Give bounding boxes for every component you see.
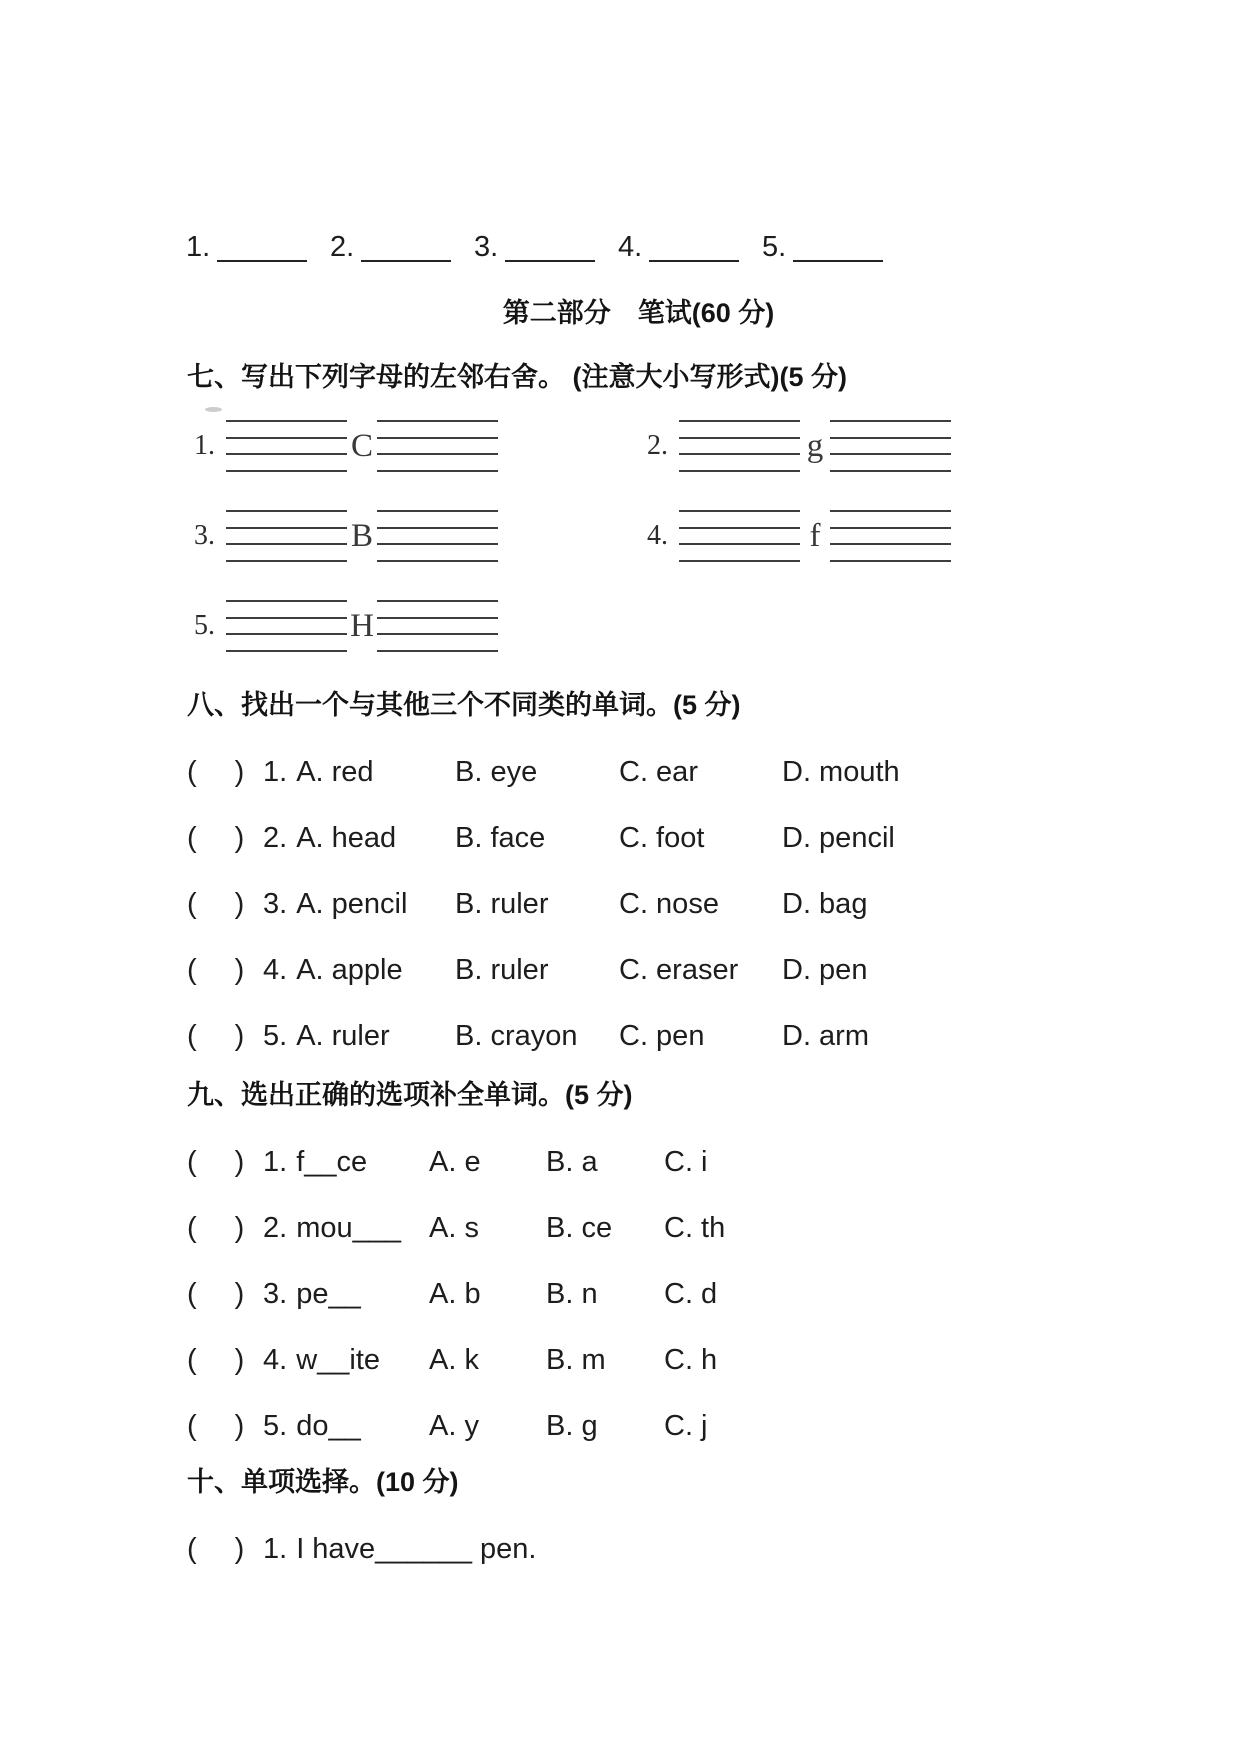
option-d: D. mouth (782, 756, 900, 788)
answer-bracket (187, 1021, 263, 1052)
option-a-text: A. apple (296, 954, 403, 986)
section10 (187, 1466, 1151, 1600)
option-c: C. h (664, 1344, 718, 1376)
question-number: 5. (263, 1020, 288, 1052)
option-a (263, 823, 455, 854)
option-d: D. pen (782, 954, 868, 986)
blank-number: 2. (330, 231, 355, 263)
answer-bracket (187, 1411, 263, 1442)
question-row (187, 955, 1151, 986)
option-c: C. foot (619, 822, 705, 854)
question-number: 1. (263, 756, 288, 788)
option-c: C. nose (619, 888, 719, 920)
option-c: C. i (664, 1146, 708, 1178)
answer-blank-item (762, 229, 906, 265)
blank-line (793, 260, 883, 262)
question-number: 2. (263, 822, 288, 854)
writing-grid (830, 420, 951, 472)
option-a (263, 1021, 455, 1052)
blank-number: 3. (474, 231, 499, 263)
question-row (187, 1534, 1151, 1565)
blank-line (505, 260, 595, 262)
bracket-open: ( (187, 1278, 197, 1310)
stem-text: mou___ (296, 1212, 401, 1244)
word-stem (263, 1147, 429, 1178)
letter-neighbor-item-1 (194, 420, 647, 472)
answer-blank-item (618, 229, 762, 265)
bracket-close: ) (234, 1212, 245, 1244)
option-a: A. y (429, 1410, 479, 1442)
question-row (187, 1213, 1151, 1244)
bracket-open: ( (187, 1533, 197, 1565)
writing-grid (377, 600, 498, 652)
option-a: A. s (429, 1212, 479, 1244)
option-c: C. eraser (619, 954, 739, 986)
bracket-close: ) (234, 1533, 245, 1565)
target-letter: f (809, 518, 821, 554)
option-a-text: A. ruler (296, 1020, 390, 1052)
letter-neighbor-item-3 (194, 510, 647, 562)
answer-bracket (187, 823, 263, 854)
option-c: C. j (664, 1410, 708, 1442)
writing-grid (377, 510, 498, 562)
writing-grid (679, 420, 800, 472)
question-row (187, 1411, 1151, 1442)
answer-bracket (187, 1279, 263, 1310)
option-a-text: A. head (296, 822, 397, 854)
bracket-close: ) (234, 1020, 245, 1052)
answer-blank-item (474, 229, 618, 265)
option-a: A. b (429, 1278, 481, 1310)
target-letter: g (806, 428, 824, 464)
option-c: C. d (664, 1278, 718, 1310)
section7-title: 七、写出下列字母的左邻右舍。 (注意大小写形式)(5 分) (187, 362, 847, 392)
scan-artifact (205, 407, 222, 412)
question-row (187, 1279, 1151, 1310)
bracket-open: ( (187, 1212, 197, 1244)
question-sentence (263, 1534, 1151, 1565)
option-b: B. n (546, 1278, 598, 1310)
option-d: D. arm (782, 1020, 869, 1052)
letter-neighbor-item-4 (647, 510, 1100, 562)
blank-line (217, 260, 307, 262)
option-b: B. m (546, 1344, 606, 1376)
option-b: B. a (546, 1146, 598, 1178)
letter-neighbor-item-2 (647, 420, 1100, 472)
word-stem (263, 1411, 429, 1442)
option-b: B. face (455, 822, 546, 854)
writing-grid (377, 420, 498, 472)
option-b: B. ruler (455, 888, 549, 920)
stem-text: f__ce (296, 1146, 368, 1178)
answer-bracket (187, 955, 263, 986)
question-number: 1. (263, 1146, 288, 1178)
question-number: 5. (263, 1410, 288, 1442)
option-b: B. g (546, 1410, 598, 1442)
bracket-open: ( (187, 1344, 197, 1376)
option-a (263, 955, 455, 986)
option-b: B. eye (455, 756, 538, 788)
bracket-open: ( (187, 888, 197, 920)
question-number: 3. (263, 1278, 288, 1310)
writing-grid (830, 510, 951, 562)
section8-title: 八、找出一个与其他三个不同类的单词。(5 分) (187, 690, 741, 720)
stem-text: w__ite (296, 1344, 381, 1376)
question-row (187, 1021, 1151, 1052)
option-a (263, 757, 455, 788)
bracket-open: ( (187, 1410, 197, 1442)
stem-text: pe__ (296, 1278, 361, 1310)
target-letter: B (350, 518, 373, 554)
option-b: B. ruler (455, 954, 549, 986)
answer-bracket (187, 1534, 263, 1565)
option-a (263, 889, 455, 920)
answer-bracket (187, 1345, 263, 1376)
question-row (187, 1147, 1151, 1178)
option-c: C. ear (619, 756, 698, 788)
question-row (187, 1345, 1151, 1376)
answer-bracket (187, 1213, 263, 1244)
section9 (187, 1079, 1151, 1477)
option-c: C. th (664, 1212, 726, 1244)
stem-text: do__ (296, 1410, 361, 1442)
question-number: 4. (263, 954, 288, 986)
question-row (187, 757, 1151, 788)
question-number: 4. (263, 1344, 288, 1376)
option-a-text: A. pencil (296, 888, 408, 920)
bracket-open: ( (187, 1020, 197, 1052)
bracket-close: ) (234, 756, 245, 788)
word-stem (263, 1279, 429, 1310)
item-number: 5. (194, 610, 215, 641)
question-row (187, 889, 1151, 920)
option-a-text: A. red (296, 756, 374, 788)
blank-number: 1. (186, 231, 211, 263)
blank-number: 4. (618, 231, 643, 263)
bracket-close: ) (234, 1278, 245, 1310)
answer-bracket (187, 889, 263, 920)
answer-bracket (187, 1147, 263, 1178)
option-d: D. pencil (782, 822, 895, 854)
blank-line (649, 260, 739, 262)
word-stem (263, 1213, 429, 1244)
item-number: 2. (647, 430, 668, 461)
section9-title: 九、选出正确的选项补全单词。(5 分) (187, 1080, 633, 1110)
section8 (187, 689, 1151, 1087)
writing-grid (226, 600, 347, 652)
section7-items (194, 420, 1100, 652)
question-number: 1. (263, 1533, 288, 1565)
option-b: B. crayon (455, 1020, 578, 1052)
bracket-close: ) (234, 1410, 245, 1442)
writing-grid (679, 510, 800, 562)
answer-blank-item (330, 229, 474, 265)
section10-title: 十、单项选择。(10 分) (187, 1467, 459, 1497)
letter-neighbor-item-5 (194, 600, 647, 652)
word-stem (263, 1345, 429, 1376)
answer-blanks-row (186, 229, 906, 265)
sentence-text: I have______ pen. (296, 1533, 537, 1565)
bracket-open: ( (187, 822, 197, 854)
bracket-close: ) (234, 888, 245, 920)
question-number: 3. (263, 888, 288, 920)
bracket-close: ) (234, 1146, 245, 1178)
bracket-open: ( (187, 1146, 197, 1178)
bracket-open: ( (187, 756, 197, 788)
option-d: D. bag (782, 888, 868, 920)
bracket-close: ) (234, 1344, 245, 1376)
option-c: C. pen (619, 1020, 705, 1052)
item-number: 1. (194, 430, 215, 461)
writing-grid (226, 510, 347, 562)
blank-line (361, 260, 451, 262)
blank-number: 5. (762, 231, 787, 263)
answer-bracket (187, 757, 263, 788)
writing-grid (226, 420, 347, 472)
question-row (187, 823, 1151, 854)
bracket-close: ) (234, 954, 245, 986)
part2-title: 第二部分 笔试(60 分) (502, 298, 775, 328)
target-letter: C (350, 428, 373, 464)
item-number: 3. (194, 520, 215, 551)
option-b: B. ce (546, 1212, 613, 1244)
target-letter: H (350, 608, 374, 644)
question-number: 2. (263, 1212, 288, 1244)
answer-blank-item (186, 229, 330, 265)
item-number: 4. (647, 520, 668, 551)
bracket-open: ( (187, 954, 197, 986)
option-a: A. k (429, 1344, 479, 1376)
option-a: A. e (429, 1146, 481, 1178)
bracket-close: ) (234, 822, 245, 854)
